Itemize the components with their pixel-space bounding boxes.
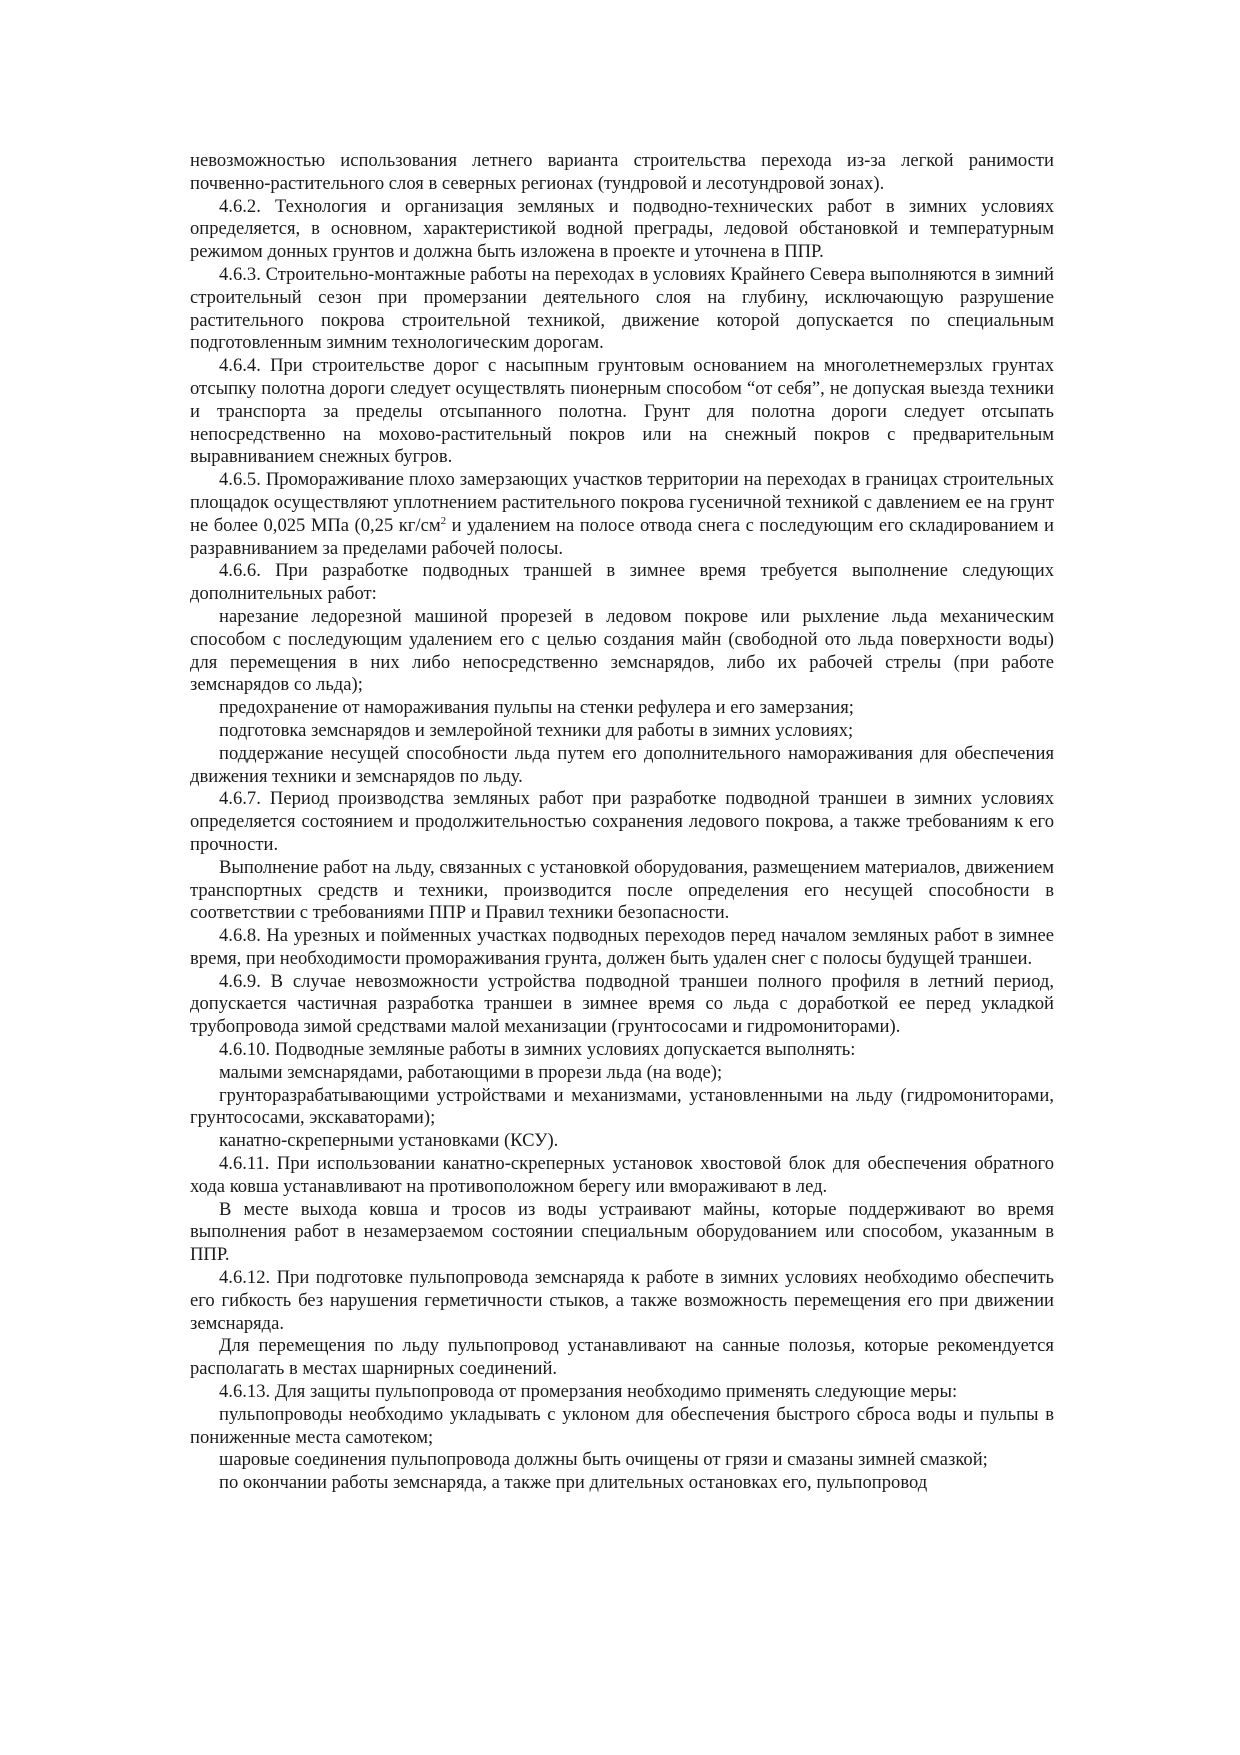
paragraph-4-6-5 [190, 469, 1054, 560]
list-item-small-dredgers: малыми земснарядами, работающими в прорези льда (на воде); [219, 1061, 723, 1083]
paragraph-4-6-2: 4.6.2. Технология и организация земляных и подводно-технических работ в зимних условиях определяется, в основном, характеристикой водной преграды, ледовой обстановкой и температурным режимом донных грунтов и должна быть изложена в проекте и уточнена в ППР. [190, 195, 1054, 263]
list-item-ice-support: поддержание несущей способности льда путем его дополнительного намораживания для обеспечения движения техники и земснарядов по льду. [190, 742, 1054, 787]
list-item-ice-cutting: нарезание ледорезной машиной прорезей в ледовом покрове или рыхление льда механическим способом с последующим удалением его с целью создания майн (свободной ото льда поверхности воды) для перемещения в них либо непосредственно земснарядов, либо их рабочей стрелы (при работе земснарядов со льда); [190, 605, 1054, 696]
document-page [190, 150, 1054, 1495]
paragraph-4-6-5-text-after: и удалением на полосе отвода снега с последующим его складированием и разравниванием за пределами рабочей полосы. [190, 514, 1055, 559]
paragraph-sled-runners: Для перемещения по льду пульпопровод устанавливают на санные полозья, которые рекомендуется располагать в местах шарнирных соединений. [190, 1335, 1054, 1380]
paragraph-4-6-4: 4.6.4. При строительстве дорог с насыпным грунтовым основанием на многолетнемерзлых грунтах отсыпку полотна дороги следует осуществлять пионерным способом “от себя”, не допуская выезда техники и транспорта за пределы отсыпанного полотна. Грунт для полотна дороги следует отсыпать непосредственно на мохово-растительный покров или на снежный покров с предварительным выравниванием снежных бугров. [190, 355, 1054, 468]
paragraph-bucket-exit: В месте выхода ковша и тросов из воды устраивают майны, которые поддерживают во время выполнения работ в незамерзаемом состоянии специальным оборудованием или способом, указанным в ППР. [190, 1198, 1054, 1266]
superscript-2: 2 [440, 514, 447, 527]
list-item-ground-devices: грунторазрабатывающими устройствами и механизмами, установленными на льду (гидромониторами, грунтососами, экскаваторами); [190, 1084, 1054, 1129]
list-item-slope: пульпопроводы необходимо укладывать с уклоном для обеспечения быстрого сброса воды и пульпы в пониженные места самотеком; [190, 1403, 1054, 1448]
list-item-dredger-prep: подготовка земснарядов и землеройной техники для работы в зимних условиях; [219, 719, 854, 741]
paragraph-4-6-12: 4.6.12. При подготовке пульпопровода земснаряда к работе в зимних условиях необходимо обеспечить его гибкость без нарушения герметичности стыков, а также возможность перемещения его при движении земснаряда. [190, 1267, 1054, 1334]
paragraph-4-6-13: 4.6.13. Для защиты пульпопровода от промерзания необходимо применять следующие меры: [219, 1381, 958, 1403]
paragraph-4-6-10: 4.6.10. Подводные земляные работы в зимних условиях допускается выполнять: [219, 1039, 856, 1061]
list-item-pulp-freezing: предохранение от намораживания пульпы на стенки рефулера и его замерзания; [219, 697, 854, 719]
paragraph-4-6-8: 4.6.8. На урезных и пойменных участках подводных переходов перед началом земляных работ в зимнее время, при необходимости промораживания грунта, должен быть удален снег с полосы будущей траншеи. [190, 925, 1054, 969]
paragraph-4-6-7: 4.6.7. Период производства земляных работ при разработке подводной траншеи в зимних условиях определяется состоянием и продолжительностью сохранения ледового покрова, а также требованиям к его прочности. [190, 788, 1054, 855]
paragraph-4-6-6: 4.6.6. При разработке подводных траншей в зимнее время требуется выполнение следующих дополнительных работ: [190, 560, 1054, 605]
paragraph-4-6-9: 4.6.9. В случае невозможности устройства подводной траншеи полного профиля в летний период, допускается частичная разработка траншеи в зимнее время со льда с доработкой ее перед укладкой трубопровода зимой средствами малой механизации (грунтососами и гидромониторами). [190, 970, 1054, 1038]
paragraph-4-6-11: 4.6.11. При использовании канатно-скреперных установок хвостовой блок для обеспечения обратного хода ковша устанавливают на противоположном берегу или вмораживают в лед. [190, 1153, 1054, 1197]
paragraph-ice-work: Выполнение работ на льду, связанных с установкой оборудования, размещением материалов, движением транспортных средств и техники, производится после определения его несущей способности в соответствии с требованиями ППР и Правил техники безопасности. [190, 856, 1054, 924]
list-item-shutdown: по окончании работы земснаряда, а также при длительных остановках его, пульпопровод [219, 1472, 928, 1494]
paragraph-4-6-3: 4.6.3. Строительно-монтажные работы на переходах в условиях Крайнего Севера выполняются в зимний строительный сезон при промерзании деятельного слоя на глубину, исключающую разрушение растительного покрова строительной техникой, движение которой допускается по специальным подготовленным зимним технологическим дорогам. [190, 263, 1054, 354]
list-item-ksu: канатно-скреперными установками (КСУ). [219, 1130, 559, 1152]
paragraph-4-6-5-text-before: 4.6.5. Промораживание плохо замерзающих участков территории на переходах в границах строительных площадок осуществляют уплотнением растительного покрова гусеничной техникой с давлением ее на грунт не более 0,025 МПа (0,25 кг/см [190, 469, 1054, 536]
list-item-ball-joints: шаровые соединения пульпопровода должны быть очищены от грязи и смазаны зимней смазкой; [219, 1449, 988, 1471]
paragraph-continuation: невозможностью использования летнего варианта строительства перехода из-за легкой ранимости почвенно-растительного слоя в северных регионах (тундровой и лесотундровой зонах). [190, 150, 1054, 194]
